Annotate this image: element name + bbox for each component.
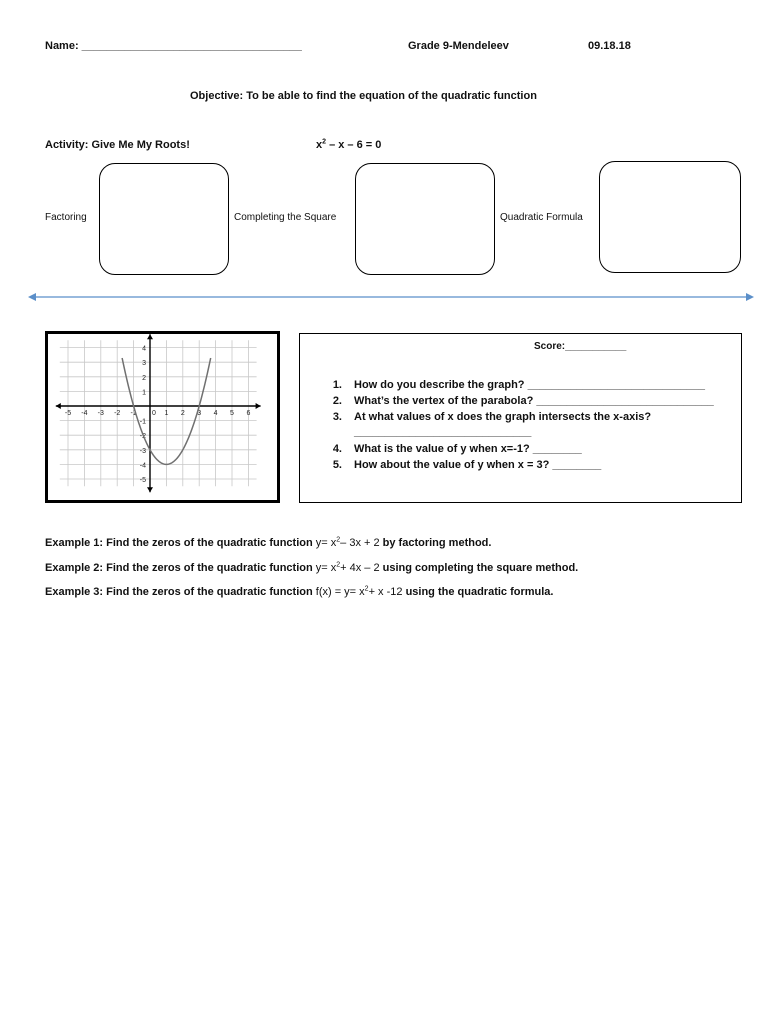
question-text: How do you describe the graph? _____________________________ (354, 379, 705, 391)
question-number: 1. (332, 379, 342, 391)
x-tick-label: 1 (164, 410, 169, 417)
worksheet-date: 09.18.18 (588, 40, 631, 52)
objective-text: Objective: To be able to find the equation of the quadratic function (190, 90, 537, 102)
x-tick-label: -5 (64, 410, 72, 417)
activity-equation: $x^2 - x - 6 = 0$ (316, 138, 382, 151)
y-tick-label: -4 (139, 462, 146, 470)
y-tick-label: -2 (139, 433, 146, 441)
activity-title: Activity: Give Me My Roots! (45, 139, 190, 151)
example-3: Example 3: Find the zeros of the quadratic function $f(x) = y= x^2+ x$ -12 using the quadratic formula. (45, 585, 554, 598)
question-number: 4. (332, 443, 342, 455)
parabola-graph (45, 331, 280, 503)
grade-section: Grade 9-Mendeleev (408, 40, 509, 52)
score-field: Score:___________ (534, 341, 627, 352)
x-tick-label: 5 (230, 410, 234, 417)
question-text: At what values of x does the graph intersects the x-axis? (354, 411, 652, 423)
question-number: 3. (332, 411, 342, 423)
quadratic-formula-answer-box[interactable] (599, 161, 741, 273)
x-tick-label: -1 (130, 410, 137, 417)
completing-square-answer-box[interactable] (355, 163, 495, 275)
x-tick-label: -2 (114, 410, 121, 417)
factoring-answer-box[interactable] (99, 163, 229, 275)
example-1: Example 1: Find the zeros of the quadratic function $y= x^2-$ 3x + 2 by factoring method. (45, 536, 492, 549)
y-tick-label: -1 (139, 418, 146, 426)
y-tick-label: 4 (142, 345, 146, 353)
section-divider-arrow (26, 290, 756, 304)
question-number: 2. (332, 395, 342, 407)
name-field-label: Name: ____________________________________ (45, 40, 302, 52)
y-tick-label: 3 (142, 360, 146, 368)
x-tick-label: -3 (97, 410, 104, 417)
y-tick-label: 1 (142, 389, 146, 397)
question-answer-line: _____________________________ (354, 426, 532, 438)
x-tick-label: 2 (180, 410, 185, 417)
x-tick-label: 3 (197, 410, 202, 417)
method-label-completing-square: Completing the Square (234, 212, 337, 223)
question-number: 5. (332, 459, 342, 471)
example-2: Example 2: Find the zeros of the quadratic function $y= x^2+ 4x - 2$ using completing the square method. (45, 561, 579, 574)
question-text: What’s the vertex of the parabola? _____________________________ (354, 395, 714, 407)
x-tick-label: 6 (246, 410, 251, 417)
x-tick-label: 4 (213, 410, 218, 417)
questions-panel (299, 333, 742, 503)
y-tick-label: 2 (142, 374, 146, 382)
y-tick-label: -5 (139, 477, 146, 484)
question-text: How about the value of y when x = 3? ________ (354, 459, 602, 471)
x-tick-label: -4 (81, 410, 88, 417)
question-text: What is the value of y when x=-1? ________ (354, 443, 582, 455)
x-tick-label: 0 (152, 410, 156, 417)
method-label-factoring: Factoring (45, 212, 87, 223)
y-tick-label: -3 (139, 447, 146, 455)
method-label-quadratic-formula: Quadratic Formula (500, 212, 583, 223)
